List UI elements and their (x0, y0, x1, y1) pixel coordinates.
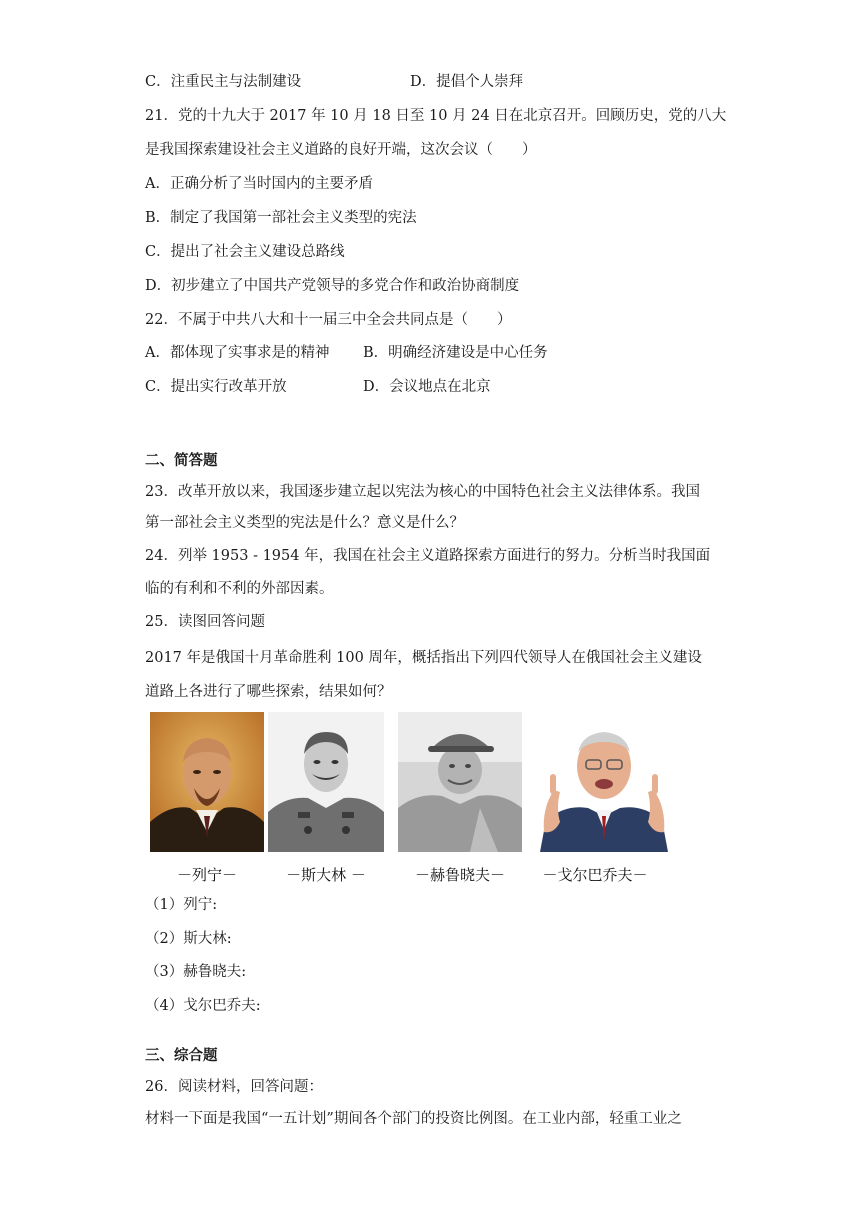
leader-portraits (145, 712, 685, 888)
answer-lenin: （1）列宁: (145, 897, 218, 913)
q22-option-a: A．都体现了实事求是的精神 (145, 345, 330, 361)
q22-options-row1 (145, 343, 725, 363)
q20-option-d: D．提倡个人崇拜 (410, 74, 524, 90)
lenin-portrait (150, 712, 264, 852)
khrushchev-portrait (398, 712, 522, 852)
q21-option-b: B．制定了我国第一部社会主义类型的宪法 (145, 210, 417, 226)
caption-gorbachev: －戈尔巴乔夫－ (542, 866, 648, 884)
caption-lenin: －列宁－ (176, 866, 237, 884)
caption-khrushchev: －赫鲁晓夫－ (414, 866, 505, 884)
answer-stalin: （2）斯大林: (145, 931, 232, 947)
q22-options-row2 (145, 377, 725, 397)
q21-option-d: D．初步建立了中国共产党领导的多党合作和政治协商制度 (145, 278, 520, 294)
q21-option-a: A．正确分析了当时国内的主要矛盾 (145, 176, 373, 192)
q22-option-c: C．提出实行改革开放 (145, 379, 287, 395)
q26-line1: 材料一下面是我国“一五计划”期间各个部门的投资比例图。在工业内部，轻重工业之 (145, 1111, 682, 1127)
caption-stalin: －斯大林 － (286, 866, 366, 884)
q21-stem-line1: 21．党的十九大于 2017 年 10 月 18 日至 10 月 24 日在北京召开。回顾历史，党的八大 (145, 108, 727, 124)
q21-stem-line2: 是我国探索建设社会主义道路的良好开端，这次会议（ ） (145, 142, 537, 158)
q20-options-row (145, 72, 725, 92)
q22-stem: 22．不属于中共八大和十一届三中全会共同点是（ ） (145, 312, 512, 328)
q23-line1: 23．改革开放以来，我国逐步建立起以宪法为核心的中国特色社会主义法律体系。我国 (145, 484, 700, 500)
q24-line2: 临的有利和不利的外部因素。 (145, 581, 334, 597)
q20-option-c: C．注重民主与法制建设 (145, 74, 302, 90)
gorbachev-portrait (526, 712, 682, 852)
answer-khrushchev: （3）赫鲁晓夫: (145, 964, 247, 980)
q22-option-b: B．明确经济建设是中心任务 (363, 345, 548, 361)
q22-option-d: D．会议地点在北京 (363, 379, 491, 395)
q24-line1: 24．列举 1953 - 1954 年，我国在社会主义道路探索方面进行的努力。分析当时我国面 (145, 548, 711, 564)
answer-gorbachev: （4）戈尔巴乔夫: (145, 998, 261, 1014)
q21-option-c: C．提出了社会主义建设总路线 (145, 244, 345, 260)
q26-title: 26．阅读材料，回答问题： (145, 1079, 323, 1095)
stalin-portrait (268, 712, 384, 852)
section2-heading: 二、简答题 (145, 453, 218, 469)
q25-line1: 2017 年是俄国十月革命胜利 100 周年，概括指出下列四代领导人在俄国社会主义建设 (145, 650, 702, 666)
q25-line2: 道路上各进行了哪些探索，结果如何？ (145, 684, 392, 700)
q23-line2: 第一部社会主义类型的宪法是什么？意义是什么？ (145, 515, 464, 531)
section3-heading: 三、综合题 (145, 1048, 218, 1064)
q25-title: 25．读图回答问题 (145, 614, 265, 630)
